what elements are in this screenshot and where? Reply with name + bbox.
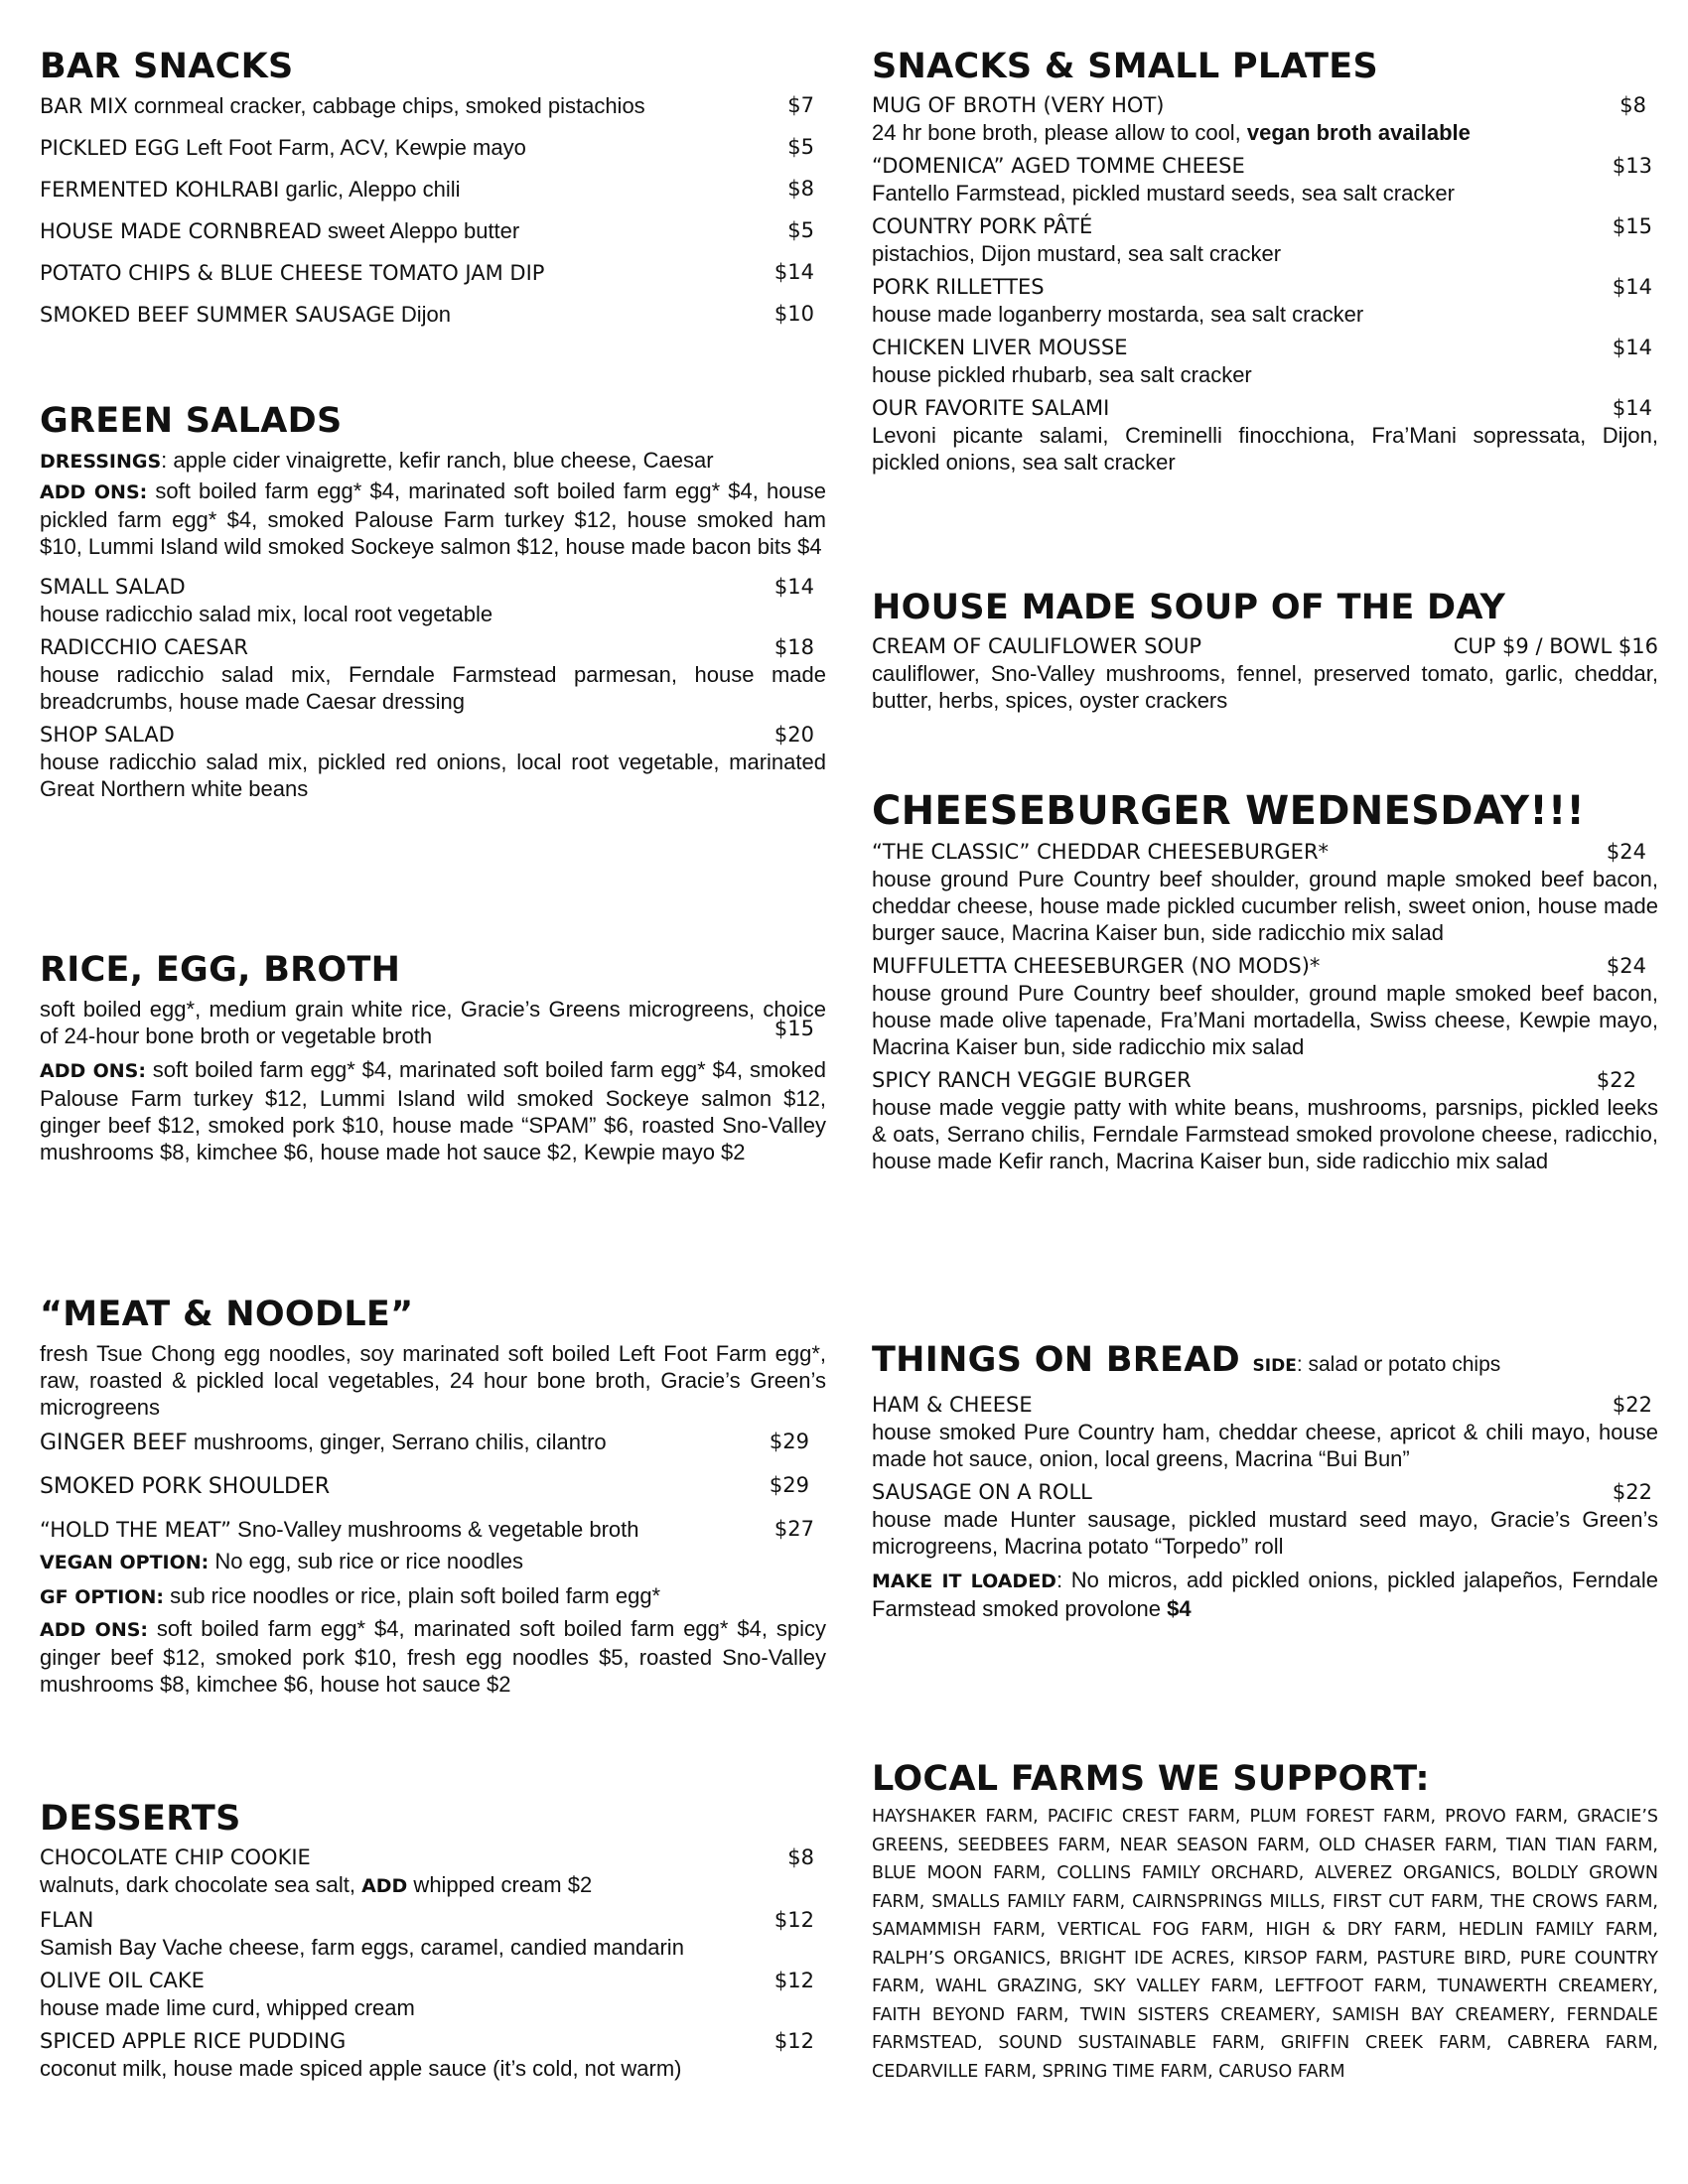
- cheeseburger-title: CHEESEBURGER WEDNESDAY!!!: [872, 788, 1586, 834]
- snacks-small-plates-section: [872, 45, 1658, 482]
- desserts-section: [40, 1797, 826, 2089]
- menu-item: MUG OF BROTH (VERY HOT) $8 24 hr bone broth, please allow to cool, vegan broth available: [872, 93, 1646, 145]
- snacks-small-plates-title: SNACKS & SMALL PLATES: [872, 47, 1379, 86]
- add-ons-note: ADD ONS: soft boiled farm egg* $4, marinated soft boiled farm egg* $4, smoked Palouse Farm turkey $12, Lummi Island wild smoked Sockeye salmon $12, ginger beef $12, smoked pork $10, house made “SPAM” $6, roasted Sno-Valley mushrooms $8, kimchee $6, house made hot sauce $2, Kewpie mayo $2: [40, 1057, 826, 1164]
- menu-item: POTATO CHIPS & BLUE CHEESE TOMATO JAM DIP $14: [40, 260, 814, 285]
- gf-option: GF OPTION: sub rice noodles or rice, plain soft boiled farm egg*: [40, 1583, 661, 1608]
- menu-item: MUFFULETTA CHEESEBURGER (NO MODS)* $24 house ground Pure Country beef shoulder, ground maple smoked beef bacon, house made olive tapenade, Fra’Mani mortadella, Swiss cheese, Kewpie mayo, Macrina Kaiser bun, side radicchio mix salad: [872, 954, 1658, 1059]
- menu-item: GINGER BEEF mushrooms, ginger, Serrano chilis, cilantro $29: [40, 1430, 809, 1455]
- menu-item: “DOMENICA” AGED TOMME CHEESE $13 Fantello Farmstead, pickled mustard seeds, sea salt cracker: [872, 154, 1652, 205]
- menu-item: CREAM OF CAULIFLOWER SOUP CUP $9 / BOWL $16: [872, 634, 1658, 658]
- price: $5: [787, 135, 814, 159]
- green-salads-title: GREEN SALADS: [40, 401, 343, 441]
- price: $15: [774, 1017, 814, 1040]
- add-ons-note: ADD ONS: soft boiled farm egg* $4, marinated soft boiled farm egg* $4, spicy ginger beef $12, smoked pork $10, fresh egg noodles $5, roasted Sno-Valley mushrooms $8, kimchee $6, house hot sauce $2: [40, 1616, 827, 1697]
- price: $10: [774, 302, 814, 326]
- menu-item: SMOKED BEEF SUMMER SAUSAGE Dijon $10: [40, 302, 814, 327]
- menu-item: “HOLD THE MEAT” Sno-Valley mushrooms & vegetable broth $27: [40, 1517, 814, 1542]
- menu-item: HAM & CHEESE $22 house smoked Pure Country ham, cheddar cheese, apricot & chili mayo, house made hot sauce, onion, local greens, Macrina “Bui Bun”: [872, 1393, 1658, 1471]
- bar-snacks-title: BAR SNACKS: [40, 47, 294, 86]
- farms-list: HAYSHAKER FARM, PACIFIC CREST FARM, PLUM FOREST FARM, PROVO FARM, GRACIE’S GREENS, SEEDBEES FARM, NEAR SEASON FARM, OLD CHASER FARM, TIAN TIAN FARM, BLUE MOON FARM, COLLINS FAMILY ORCHARD, ALVEREZ ORGANICS, BOLDLY GROWN FARM, SMALLS FAMILY FARM, CAIRNSPRINGS MILLS, FIRST CUT FARM, THE CROWS FARM, SAMAMMISH FARM, VERTICAL FOG FARM, HIGH & DRY FARM, HEDLIN FAMILY FARM, RALPH’S ORGANICS, BRIGHT IDE ACRES, KIRSOP FARM, PASTURE BIRD, PURE COUNTRY FARM, WAHL GRAZING, SKY VALLEY FARM, LEFTFOOT FARM, TUNAWERTH CREAMERY, FAITH BEYOND FARM, TWIN SISTERS CREAMERY, SAMISH BAY CREAMERY, FERNDALE FARMSTEAD, SOUND SUSTAINABLE FARM, GRIFFIN CREEK FARM, CABRERA FARM, CEDARVILLE FARM, SPRING TIME FARM, CARUSO FARM: [872, 1807, 1658, 2082]
- menu-item: SMOKED PORK SHOULDER $29: [40, 1473, 809, 1499]
- make-it-loaded-note: MAKE IT LOADED: No micros, add pickled onions, pickled jalapeños, Ferndale Farmstead smoked provolone $4: [872, 1568, 1659, 1621]
- menu-item: CHICKEN LIVER MOUSSE $14 house pickled rhubarb, sea salt cracker: [872, 336, 1652, 387]
- menu-item: HOUSE MADE CORNBREAD sweet Aleppo butter $5: [40, 218, 814, 243]
- menu-item: SPICY RANCH VEGGIE BURGER $22 house made veggie patty with white beans, mushrooms, parsnips, pickled leeks & oats, Serrano chilis, Ferndale Farmstead smoked provolone cheese, radicchio, house made Kefir ranch, Macrina Kaiser bun, side radicchio mix salad: [872, 1068, 1658, 1173]
- menu-item: OUR FAVORITE SALAMI $14 Levoni picante salami, Creminelli finocchiona, Fra’Mani sopressata, Dijon, pickled onions, sea salt cracker: [872, 396, 1658, 475]
- menu-item: OLIVE OIL CAKE $12 house made lime curd, whipped cream: [40, 1969, 814, 2020]
- price: $5: [787, 218, 814, 242]
- local-farms-title: LOCAL FARMS WE SUPPORT:: [872, 1759, 1430, 1799]
- menu-item: SPICED APPLE RICE PUDDING $12 coconut milk, house made spiced apple sauce (it’s cold, not warm): [40, 2029, 814, 2081]
- meat-noodle-section: [40, 1293, 826, 1705]
- menu-item: FLAN $12 Samish Bay Vache cheese, farm eggs, caramel, candied mandarin: [40, 1908, 814, 1960]
- menu-item: RADICCHIO CAESAR $18 house radicchio salad mix, Ferndale Farmstead parmesan, house made breadcrumbs, house made Caesar dressing: [40, 635, 826, 714]
- price: $7: [787, 93, 814, 117]
- menu-item: SAUSAGE ON A ROLL $22 house made Hunter sausage, pickled mustard seed mayo, Gracie’s Green’s microgreens, Macrina potato “Torpedo” roll: [872, 1480, 1658, 1559]
- menu-item: FERMENTED KOHLRABI garlic, Aleppo chili $8: [40, 177, 814, 202]
- rice-egg-broth-section: [40, 948, 826, 1172]
- dressings-note: DRESSINGS: apple cider vinaigrette, kefir ranch, blue cheese, Caesar: [40, 448, 714, 473]
- local-farms-section: [872, 1757, 1658, 2086]
- rice-egg-broth-desc: soft boiled egg*, medium grain white rice, Gracie’s Greens microgreens, choice of 24-hour bone broth or vegetable broth $15: [40, 997, 826, 1048]
- meat-noodle-desc: fresh Tsue Chong egg noodles, soy marinated soft boiled Left Foot Farm egg*, raw, roasted & pickled local vegetables, 24 hour bone broth, Gracie’s Green’s microgreens: [40, 1341, 826, 1420]
- menu-item: SMALL SALAD $14 house radicchio salad mix, local root vegetable: [40, 575, 814, 626]
- price: $14: [774, 260, 814, 284]
- menu-item: PICKLED EGG Left Foot Farm, ACV, Kewpie mayo $5: [40, 135, 814, 160]
- things-on-bread-section: [872, 1338, 1658, 1629]
- menu-item: “THE CLASSIC” CHEDDAR CHEESEBURGER* $24 house ground Pure Country beef shoulder, ground maple smoked beef bacon, cheddar cheese, house made pickled cucumber relish, sweet onion, house made burger sauce, Macrina Kaiser bun, side radicchio mix salad: [872, 840, 1658, 945]
- desserts-title: DESSERTS: [40, 1799, 241, 1839]
- vegan-option: VEGAN OPTION: No egg, sub rice or rice noodles: [40, 1549, 523, 1573]
- rice-egg-broth-title: RICE, EGG, BROTH: [40, 950, 401, 990]
- soup-title: HOUSE MADE SOUP OF THE DAY: [872, 588, 1506, 627]
- add-ons-note: ADD ONS: soft boiled farm egg* $4, marinated soft boiled farm egg* $4, house pickled farm egg* $4, smoked Palouse Farm turkey $12, house smoked ham $10, Lummi Island wild smoked Sockeye salmon $12, house made bacon bits $4: [40, 478, 826, 559]
- menu-item: BAR MIX cornmeal cracker, cabbage chips, smoked pistachios $7: [40, 93, 814, 118]
- things-on-bread-title: THINGS ON BREAD SIDE: salad or potato chips: [872, 1340, 1501, 1380]
- menu-item: CHOCOLATE CHIP COOKIE $8 walnuts, dark chocolate sea salt, ADD whipped cream $2: [40, 1845, 814, 1897]
- soup-section: HOUSE MADE SOUP OF THE DAY CREAM OF CAULIFLOWER SOUP CUP $9 / BOWL $16 cauliflower, Sno-Valley mushrooms, fennel, preserved tomato, garlic, cheddar, butter, herbs, spices, oyster crackers: [872, 588, 1658, 713]
- menu-item: SHOP SALAD $20 house radicchio salad mix, pickled red onions, local root vegetable, marinated Great Northern white beans: [40, 723, 826, 801]
- price: $8: [787, 177, 814, 201]
- cheeseburger-section: [872, 789, 1658, 1181]
- meat-noodle-title: “MEAT & NOODLE”: [40, 1295, 414, 1334]
- menu-item: PORK RILLETTES $14 house made loganberry mostarda, sea salt cracker: [872, 275, 1652, 327]
- menu-item: COUNTRY PORK PÂTÉ $15 pistachios, Dijon mustard, sea salt cracker: [872, 214, 1652, 266]
- bar-snacks-section: [40, 45, 826, 342]
- green-salads-section: [40, 399, 826, 809]
